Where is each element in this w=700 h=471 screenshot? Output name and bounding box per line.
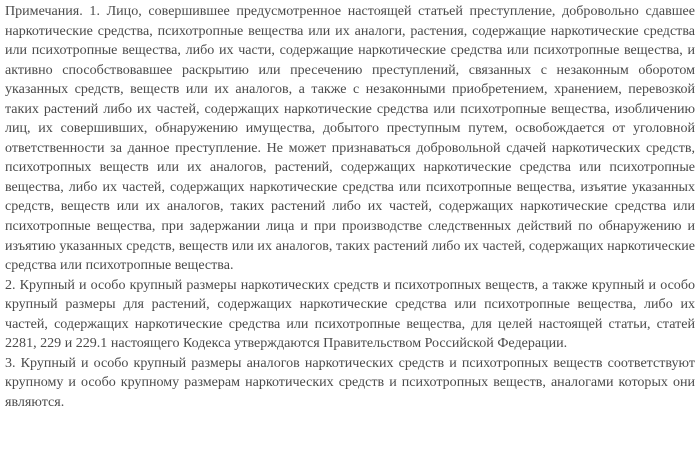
note-paragraph-1: Примечания. 1. Лицо, совершившее предусмотренное настоящей статьей преступление, добровольно сдавшее наркотические средства, психотропные вещества или их аналоги, растения, содержащие наркотические средства или психотропные вещества, либо их части, содержащие наркотические средства или психотропные вещества, и активно способствовавшее раскрытию или пресечению преступлений, связанных с незаконным оборотом указанных средств, веществ или их аналогов, а также с незаконными приобретением, хранением, перевозкой таких растений либо их частей, содержащих наркотические средства или психотропные вещества, изобличению лиц, их совершивших, обнаружению имущества, добытого преступным путем, освобождается от уголовной ответственности за данное преступление. Не может признаваться добровольной сдачей наркотических средств, психотропных веществ или их аналогов, растений, содержащих наркотические средства или психотропные вещества, либо их частей, содержащих наркотические средства или психотропные вещества, изъятие указанных средств, веществ или их аналогов, таких растений либо их частей, содержащих наркотические средства или психотропные вещества, при задержании лица и при производстве следственных действий по обнаружению и изъятию указанных средств, веществ или их аналогов, таких растений либо их частей, содержащих наркотические средства или психотропные вещества. [5,3,695,274]
article-notes [5,2,695,412]
note-paragraph-2: 2. Крупный и особо крупный размеры наркотических средств и психотропных веществ, а также крупный и особо крупный размеры для растений, содержащих наркотические средства или психотропные вещества, либо их частей, содержащих наркотические средства или психотропные вещества, для целей настоящей статьи, статей 2281, 229 и 229.1 настоящего Кодекса утверждаются Правительством Российской Федерации. [5,276,695,352]
note-paragraph-3: 3. Крупный и особо крупный размеры аналогов наркотических средств и психотропных веществ соответствуют крупному и особо крупному размерам наркотических средств и психотропных веществ, аналогами которых они являются. [5,354,695,410]
